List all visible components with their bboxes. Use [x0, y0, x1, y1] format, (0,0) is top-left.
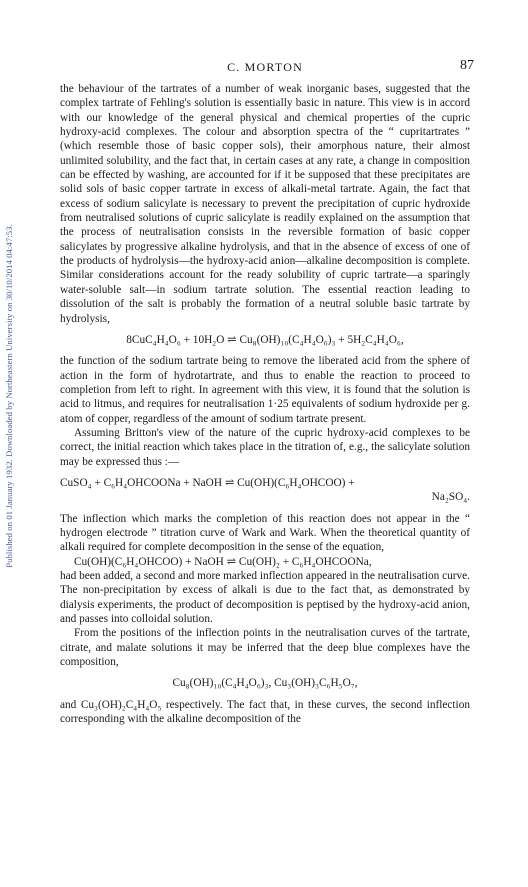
paragraph-7: and Cu₃(OH)₂C₄H₄O₅ respectively. The fact that, in these curves, the second inflection corresponding with the alkaline decomposition of the: [60, 698, 470, 726]
paragraph-2: the function of the sodium tartrate being to remove the liberated acid from the sphere of action in the form of hydrotartrate, and thus to enable the reaction to proceed to completion from left to right. In agreement with this view, it is found that the solution is acid to litmus, and requires for neutralisation 1·25 equivalents of sodium hydroxide per g. atom of copper, regardless of the amount of sodium tartrate present.: [60, 355, 470, 425]
page-number: 87: [460, 58, 474, 73]
equation-alkaline-decomposition: Cu(OH)(C₆H₄OHCOO) + NaOH ⇌ Cu(OH)₂ + C₆H₄OHCOONa,: [74, 555, 372, 568]
equation-salicylate-line-1: CuSO₄ + C₆H₄OHCOONa + NaOH ⇌ Cu(OH)(C₆H₄OHCOO) +: [60, 476, 355, 489]
running-header: [60, 58, 474, 82]
paragraph-1: the behaviour of the tartrates of a number of weak inorganic bases, suggested that the complex tartrate of Fehling's solution is essentially basic in nature. This view is in accord with our knowledge of the general physical and chemical properties of the cupric hydroxy-acid complexes. The colour and absorption spectra of the “ cupritartrates ” (which resemble those of basic copper sols), their amorphous nature, their almost unlimited solubility, and the fact that, in certain cases at any rate, a change in composition can be effected by washing, are accounted for if it be supposed that these precipitates are solid sols of basic copper tartrate in excess of alkali-metal tartrate. Again, the fact that excess of sodium salicylate is necessary to prevent the precipitation of cupric hydroxide from neutralised solutions of cupric salicylate is readily explained on the assumption that the process of neutralisation consists in the reversible formation of basic copper salicylates by progressive alkaline hydrolysis, and that in the absence of excess of one of the products of hydrolysis—the hydroxy-acid anion—alkaline decomposition is complete. Similar considerations account for the ready solubility of cupric tartrate—a sparingly water-soluble salt—in sodium tartrate solution. The essential reaction leading to dissolution of the salt is probably the formation of a neutral soluble basic tartrate by hydrolysis,: [60, 83, 470, 325]
equation-salicylate-line-2: Na₂SO₄.: [431, 491, 470, 504]
equation-complex-compositions: Cu₈(OH)₁₀(C₄H₄O₆)₃, Cu₃(OH)₃C₆H₅O₇,: [172, 677, 358, 690]
page-content: [60, 58, 474, 726]
paragraph-6: From the positions of the inflection points in the neutralisation curves of the tartrate, citrate, and malate solutions it may be inferred that the deep blue complexes have the composition,: [60, 627, 470, 669]
download-watermark: [2, 128, 16, 663]
download-watermark-text: Published on 01 January 1932. Downloaded by Northeastern University on 30/10/2014 04:47:53.: [4, 223, 15, 568]
running-title: C. MORTON: [227, 60, 303, 74]
paragraph-3: Assuming Britton's view of the nature of the cupric hydroxy-acid complexes to be correct, the initial reaction which takes place in the titration of, e.g., the salicylate solution may be expressed thus :—: [60, 426, 470, 468]
equation-tartrate-hydrolysis: 8CuC₄H₄O₆ + 10H₂O ⇌ Cu₈(OH)₁₀(C₄H₄O₆)₃ + 5H₂C₄H₄O₆,: [126, 333, 404, 346]
paragraph-5: had been added, a second and more marked inflection appeared in the neutralisation curve. The non-precipitation by excess of alkali is due to the fact that, as demonstrated by dialysis experiments, the product of decomposition is peptised by the hydroxy-acid anion, and passes into colloidal solution.: [60, 570, 470, 626]
paragraph-4: The inflection which marks the completion of this reaction does not appear in the “ hydrogen electrode ” titration curve of Wark and Wark. When the theoretical quantity of alkali required for complete decomposition in the sense of the equation,: [60, 512, 470, 554]
